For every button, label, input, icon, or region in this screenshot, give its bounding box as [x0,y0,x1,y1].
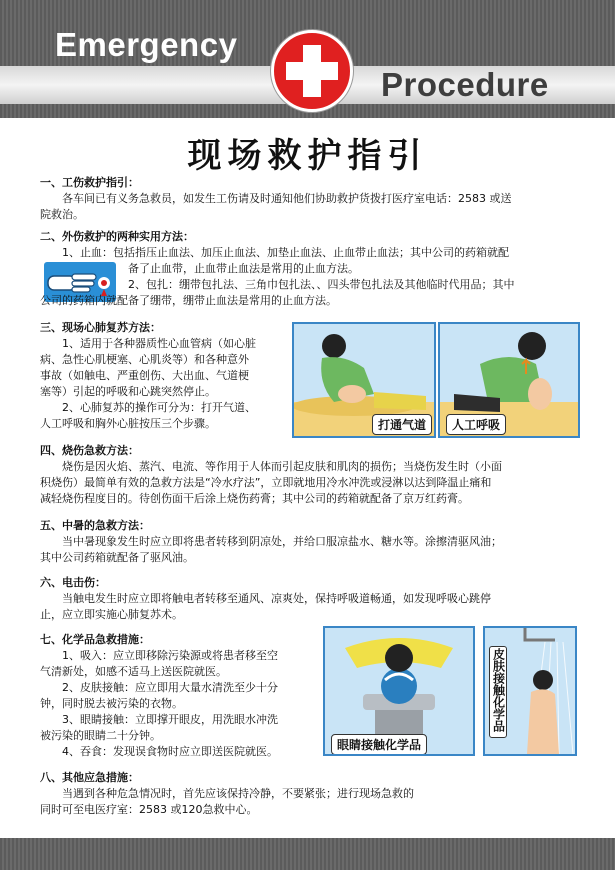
skin-contact-caption [489,646,507,738]
section-4-heading: 四、烧伤急救方法： [40,444,139,457]
section-1-text-line: 各车间已有义务急救员，如发生工伤请及时通知他们协助救护货拨打医疗室电话：2583 或送 [62,192,512,205]
header-banner [0,0,615,118]
section-3-text-line: 1、适用于各种器质性心血管病（如心脏 [62,337,256,350]
section-8-text-line: 当遇到各种危急情况时，首先应该保持冷静，不要紧张；进行现场急救的 [62,787,414,800]
section-3-text-line: 事故（如触电、严重创伤、大出血、气道梗 [40,369,249,382]
section-3-text-line: 病、急性心肌梗塞、心肌炎等）和各种意外 [40,353,249,366]
section-8-text-line: 同时可至电医疗室：2583 或120急救中心。 [40,803,258,816]
section-4-text-line: 积烧伤）最简单有效的急救方法是“冷水疗法”，立即就地用冷水冲洗或浸淋以达到降温止痛和 [40,476,492,489]
section-4-text-line: 减轻烧伤程度目的。待创伤面干后涂上烧伤药膏；其中公司的药箱就配备了京万红药膏。 [40,492,469,505]
section-2-text-line: 1、止血：包括指压止血法、加压止血法、加垫止血法、止血带止血法；其中公司的药箱就配 [62,246,509,259]
section-5-text-line: 当中暑现象发生时应立即将患者转移到阴凉处，并给口服凉盐水、糖水等。涂擦清驱风油； [62,535,502,548]
section-8-heading: 八、其他应急措施： [40,771,139,784]
section-7-text-line: 4、吞食：发现误食物时应立即送医院就医。 [62,745,278,758]
section-7-heading: 七、化学品急救措施： [40,633,150,646]
skin-contact-illustration [483,626,577,756]
section-2-text-line: 公司的药箱内就配备了绷带，绷带止血法是常用的止血方法。 [40,294,337,307]
red-cross-icon [271,30,353,112]
section-3-heading: 三、现场心肺复苏方法： [40,321,161,334]
airway-caption: 打通气道 [372,414,432,435]
breathing-caption: 人工呼吸 [446,414,506,435]
section-2-text-line: 备了止血带，止血带止血法是常用的止血方法。 [128,262,359,275]
section-7-text-line: 被污染的眼睛二十分钟。 [40,729,161,742]
section-1-heading: 一、工伤救护指引： [40,176,139,189]
section-5-text-line: 其中公司药箱就配备了驱风油。 [40,551,194,564]
section-6-text-line: 当触电发生时应立即将触电者转移至通风、凉爽处，保持呼吸道畅通，如发现呼吸心跳停 [62,592,491,605]
skin-contact-caption-text: 皮肤接触化学品 [491,648,506,732]
section-2-heading: 二、外伤救护的两种实用方法： [40,230,194,243]
section-3-text-line: 人工呼吸和胸外心脏按压三个步骤。 [40,417,216,430]
section-3-text-line: 塞等）引起的呼吸和心跳突然停止。 [40,385,216,398]
eye-contact-illustration [323,626,475,756]
section-1-text-line: 院救治。 [40,208,84,221]
section-7-text-line: 2、皮肤接触：应立即用大量水清洗至少十分 [62,681,278,694]
eye-contact-caption: 眼睛接触化学品 [331,734,427,755]
section-7-text-line: 1、吸入：应立即移除污染源或将患者移至空 [62,649,278,662]
airway-illustration [292,322,436,438]
section-7-text-line: 3、眼睛接触：立即撑开眼皮，用洗眼水冲洗 [62,713,278,726]
section-2-text-line: 2、包扎：绷带包扎法、三角巾包扎法、、四头带包扎法及其他临时代用品；其中 [128,278,515,291]
section-3-text-line: 2、心肺复苏的操作可分为：打开气道、 [62,401,256,414]
section-4-text-line: 烧伤是因火焰、蒸汽、电流、等作用于人体而引起皮肤和肌肉的损伤；当烧伤发生时（小面 [62,460,502,473]
footer-banner [0,838,615,870]
header-emergency-text: Emergency [55,26,238,63]
section-7-text-line: 气清新处，如感不适马上送医院就医。 [40,665,227,678]
page-title: 现场救护指引 [187,136,428,176]
section-6-text-line: 止，应立即实施心肺复苏术。 [40,608,183,621]
rescue-breathing-illustration [438,322,580,438]
section-7-text-line: 钟，同时脱去被污染的衣物。 [40,697,183,710]
header-procedure-text: Procedure [381,66,549,103]
section-6-heading: 六、电击伤： [40,576,106,589]
section-5-heading: 五、中暑的急救方法： [40,519,150,532]
